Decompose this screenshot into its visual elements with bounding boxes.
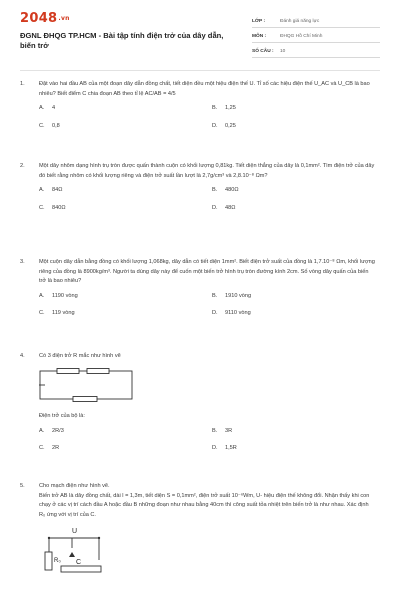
question-text: Có 3 điện trở R mắc như hình vẽ bbox=[39, 353, 121, 359]
meta-row-count: SỐ CÂU : 10 bbox=[252, 46, 380, 58]
question-2 bbox=[20, 162, 380, 213]
site-logo[interactable]: 2048.vn bbox=[20, 11, 70, 26]
options bbox=[39, 186, 380, 213]
option-a[interactable]: A. 4 bbox=[39, 105, 56, 111]
question-number: 4. bbox=[20, 353, 25, 359]
question-text: Một dây nhôm dạng hình trụ tròn được quấn thành cuộn có khối lượng 0,81kg. Tiết diện thẳng của dây là 0,1mm². Tìm điện trở của dây đó biết rằng nhôm có khối lượng riêng và điện trở suất lần lượt là 2,7g/cm³ và 2,8.10⁻⁸ Ωm? bbox=[39, 163, 375, 179]
meta-row-subject: MÔN : ĐHQG Hồ Chí Minh bbox=[252, 31, 380, 43]
option-c[interactable]: C. 0,8 bbox=[39, 122, 60, 129]
answer-prompt: Điện trở của bộ là: bbox=[39, 413, 85, 419]
option-c[interactable]: C. 2R bbox=[39, 445, 60, 451]
option-d[interactable]: D. 9110 vòng bbox=[212, 310, 251, 316]
voltage-label: U bbox=[72, 528, 78, 535]
option-c[interactable]: C. 840Ω bbox=[39, 204, 66, 211]
question-1 bbox=[20, 80, 380, 131]
question-number: 1. bbox=[20, 81, 25, 87]
resistor-circuit-figure bbox=[39, 368, 139, 402]
question-intro: Cho mạch điện như hình vẽ. bbox=[39, 483, 110, 489]
option-a[interactable]: A. 1190 vòng bbox=[39, 292, 78, 299]
question-text: Biến trở AB là dây đồng chất, dài l = 1,3m, tiết diện S = 0,1mm², điện trở suất 10⁻⁶Wm, U- hiệu điện thế không đổi. Nhận thấy khi con chạy ở các vị trí cách đầu A hoặc đầu B những đoạn như nhau bằng 40cm thì công suất tỏa nhiệt trên biến trở là như nhau. Xác định R₀ ứng với vị trí của C. bbox=[39, 492, 370, 518]
question-5 bbox=[20, 482, 380, 579]
question-3 bbox=[20, 258, 380, 319]
question-4 bbox=[20, 352, 380, 454]
variable-resistor-circuit-figure bbox=[39, 524, 129, 574]
question-number: 2. bbox=[20, 163, 25, 169]
question-number: 3. bbox=[20, 259, 25, 265]
header-divider bbox=[20, 70, 380, 71]
meta-row-class: LỚP : Đánh giá năng lực bbox=[252, 16, 380, 28]
option-b[interactable]: B. 1910 vòng bbox=[212, 292, 252, 299]
option-b[interactable]: B. 480Ω bbox=[212, 187, 239, 193]
option-a[interactable]: A. 84Ω bbox=[39, 187, 63, 193]
option-c[interactable]: C. 119 vòng bbox=[39, 310, 75, 316]
option-b[interactable]: B. 1,25 bbox=[212, 105, 236, 111]
option-d[interactable]: D. 1,5R bbox=[212, 445, 237, 451]
option-d[interactable]: D. 48Ω bbox=[212, 204, 236, 211]
resistor-r0-label: R₀ bbox=[54, 558, 61, 564]
page-header bbox=[0, 0, 400, 66]
options bbox=[39, 292, 380, 319]
option-a[interactable]: A. 2R/3 bbox=[39, 427, 64, 434]
page-title: ĐGNL ĐHQG TP.HCM - Bài tập tính điện trở của dây dẫn, biến trở bbox=[20, 31, 224, 50]
slider-c-label: C bbox=[76, 559, 82, 566]
meta-table bbox=[252, 16, 380, 61]
question-text: Đặt vào hai đầu AB của một đoạn dây dẫn đồng chất, tiết diện đều một hiệu điện thế U. Tỉ số các hiệu điện thế U_AC và U_CB là bao nhiêu? Biết điểm C chia đoạn AB theo tỉ lệ AC/AB = 4/5 bbox=[39, 81, 370, 97]
options bbox=[39, 427, 380, 454]
question-number: 5. bbox=[20, 483, 25, 489]
option-d[interactable]: D. 0,25 bbox=[212, 122, 236, 129]
question-text: Một cuộn dây dẫn bằng đồng có khối lượng 1,068kg, dây dẫn có tiết diện 1mm². Biết điện trở suất của đồng là 1,7.10⁻⁸ Ωm, khối lượng riêng của đồng là 8900kg/m³. Người ta dùng dây này để cuốn một biến trở hình trụ tròn đường kính 2cm. Số vòng dây quấn của biến trở là bao nhiêu? bbox=[39, 259, 375, 284]
option-b[interactable]: B. 3R bbox=[212, 427, 233, 434]
options bbox=[39, 104, 380, 131]
